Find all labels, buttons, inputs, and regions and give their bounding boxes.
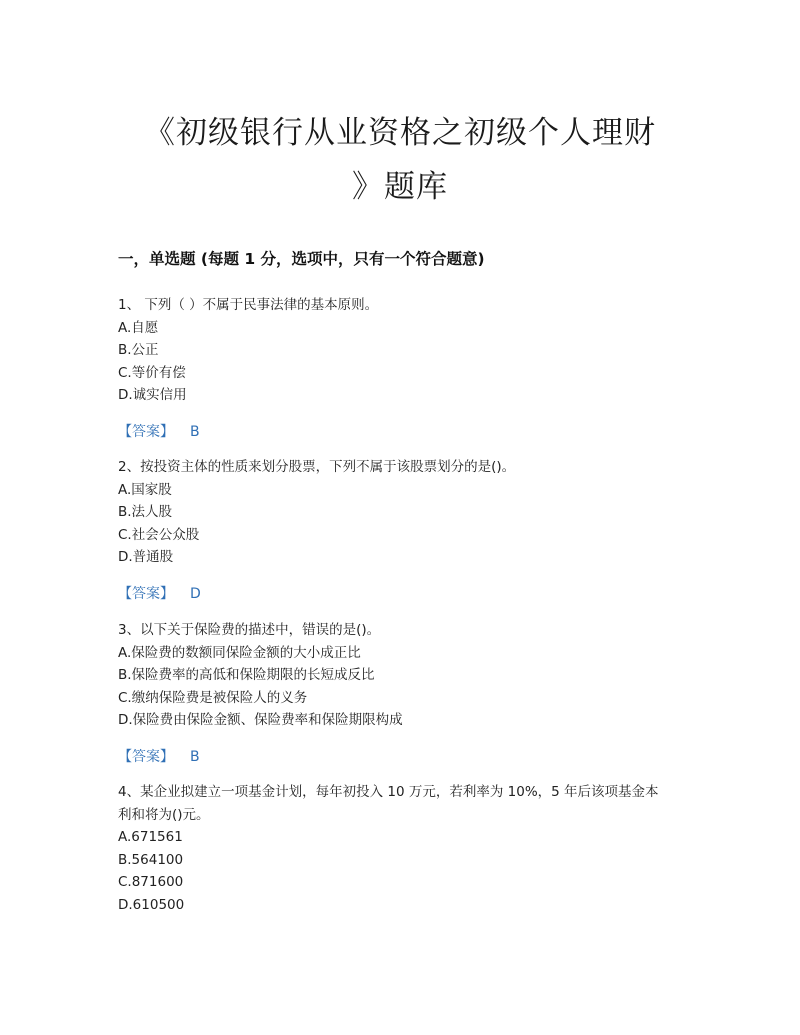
option-a: A.自愿: [118, 319, 159, 336]
section-heading: 一，单选题 (每题 1 分，选项中，只有一个符合题意): [118, 250, 485, 268]
answer-label: 【答案】: [118, 748, 174, 765]
answer-line: [118, 421, 698, 443]
answer-value: B: [190, 748, 200, 765]
answer-value: B: [190, 423, 200, 440]
option-d: D.保险费由保险金额、保险费率和保险期限构成: [118, 712, 403, 728]
question-stem-line-2: 利和将为()元。: [118, 806, 210, 823]
question-4: [118, 781, 698, 916]
answer-line: [118, 746, 698, 768]
question-stem-line-1: 4、某企业拟建立一项基金计划，每年初投入 10 万元，若利率为 10%，5 年后该项基金本: [118, 784, 659, 800]
option-c: C.社会公众股: [118, 526, 200, 543]
question-stem: 1、 下列（ ）不属于民事法律的基本原则。: [118, 297, 379, 313]
option-c: C.等价有偿: [118, 364, 186, 381]
question-stem: 3、以下关于保险费的描述中，错误的是()。: [118, 622, 381, 638]
answer-value: D: [190, 585, 201, 602]
option-d: D.诚实信用: [118, 387, 187, 403]
answer-label: 【答案】: [118, 423, 174, 440]
option-b: B.564100: [118, 851, 184, 868]
question-3: [118, 619, 698, 768]
question-stem: 2、按投资主体的性质来划分股票，下列不属于该股票划分的是()。: [118, 459, 516, 475]
answer-label: 【答案】: [118, 585, 174, 602]
option-a: A.国家股: [118, 481, 172, 498]
question-1: [118, 294, 698, 443]
option-d: D.普通股: [118, 549, 174, 565]
option-b: B.法人股: [118, 504, 173, 520]
option-d: D.610500: [118, 896, 185, 913]
option-c: C.缴纳保险费是被保险人的义务: [118, 689, 308, 706]
option-c: C.871600: [118, 874, 184, 890]
document-title-line-2: 》题库: [352, 169, 448, 205]
answer-line: [118, 583, 698, 605]
question-2: [118, 456, 698, 605]
option-b: B.保险费率的高低和保险期限的长短成反比: [118, 667, 375, 683]
document-title: [100, 106, 700, 214]
option-a: A.保险费的数额同保险金额的大小成正比: [118, 644, 361, 661]
document-title-line-1: 《初级银行从业资格之初级个人理财: [144, 115, 656, 151]
option-a: A.671561: [118, 829, 183, 845]
option-b: B.公正: [118, 342, 159, 358]
